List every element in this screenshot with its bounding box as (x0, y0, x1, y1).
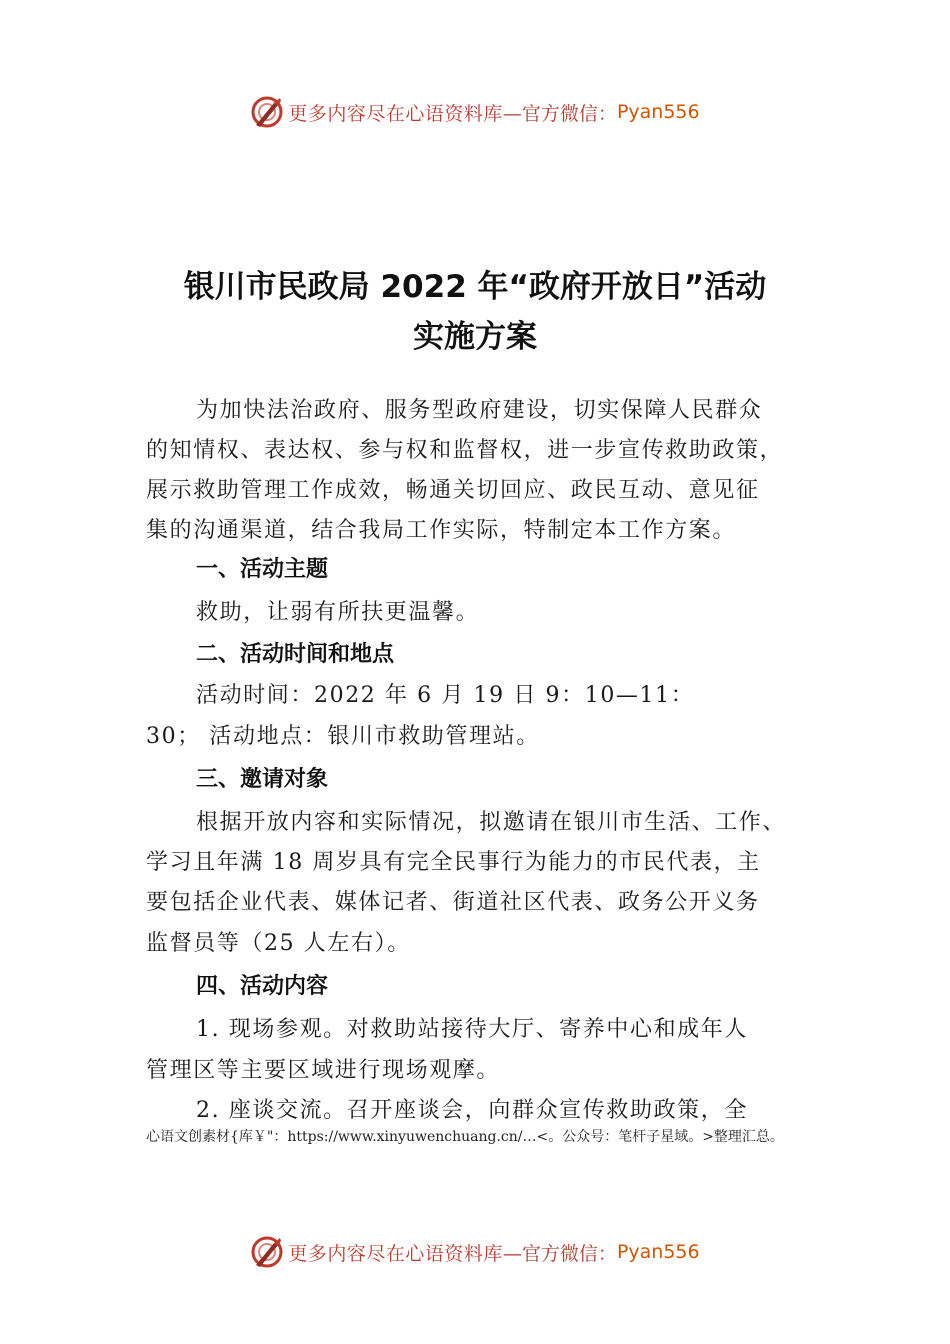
section-text: 要包括企业代表、媒体记者、街道社区代表、政务公开义务 (146, 890, 760, 915)
wechat-id: Pyan556 (616, 101, 700, 123)
banner-text: 更多内容尽在心语资料库 (288, 102, 503, 125)
section-heading-content: 四、活动内容 (196, 974, 329, 999)
banner-separator: —官方微信： (502, 1242, 617, 1265)
banner-separator: —官方微信： (502, 102, 617, 125)
watermark-banner-bottom (0, 1232, 950, 1272)
section-text: 1. 现场参观。对救助站接待大厅、寄养中心和成年人 (196, 1017, 748, 1042)
section-text: 管理区等主要区域进行现场观摩。 (146, 1058, 501, 1083)
intro-line: 的知情权、表达权、参与权和监督权，进一步宣传救助政策， (146, 438, 784, 463)
wechat-id: Pyan556 (616, 1241, 700, 1263)
intro-line: 为加快法治政府、服务型政府建设，切实保障人民群众 (196, 398, 763, 423)
section-text: 根据开放内容和实际情况，拟邀请在银川市生活、工作、 (196, 810, 787, 835)
section-heading-invitees: 三、邀请对象 (196, 767, 329, 792)
section-text: 2. 座谈交流。召开座谈会，向群众宣传救助政策，全 (196, 1098, 748, 1123)
source-footnote: 心语文创素材{库￥"：https://www.xinyuwenchuang.cn/…<。公众号：笔杆子星域。>整理汇总。 (146, 1129, 784, 1145)
section-text: 30； 活动地点：银川市救助管理站。 (146, 724, 540, 749)
section-text: 活动时间：2022 年 6 月 19 日 9：10—11： (196, 683, 695, 708)
document-title-line1: 银川市民政局 2022 年“政府开放日”活动 (183, 269, 767, 305)
pen-logo-icon (250, 95, 284, 129)
pen-logo-icon (250, 1235, 284, 1269)
section-text: 学习且年满 18 周岁具有完全民事行为能力的市民代表，主 (146, 850, 761, 875)
banner-text: 更多内容尽在心语资料库 (288, 1242, 503, 1265)
intro-line: 展示救助管理工作成效，畅通关切回应、政民互动、意见征 (146, 478, 760, 503)
section-heading-time-place: 二、活动时间和地点 (196, 642, 395, 667)
intro-line: 集的沟通渠道，结合我局工作实际，特制定本工作方案。 (146, 518, 737, 543)
section-text: 监督员等（25 人左右）。 (146, 931, 411, 956)
document-title-line2: 实施方案 (413, 319, 537, 355)
watermark-banner-top (0, 92, 950, 132)
section-heading-theme: 一、活动主题 (196, 557, 329, 582)
section-text: 救助，让弱有所扶更温馨。 (196, 600, 480, 625)
